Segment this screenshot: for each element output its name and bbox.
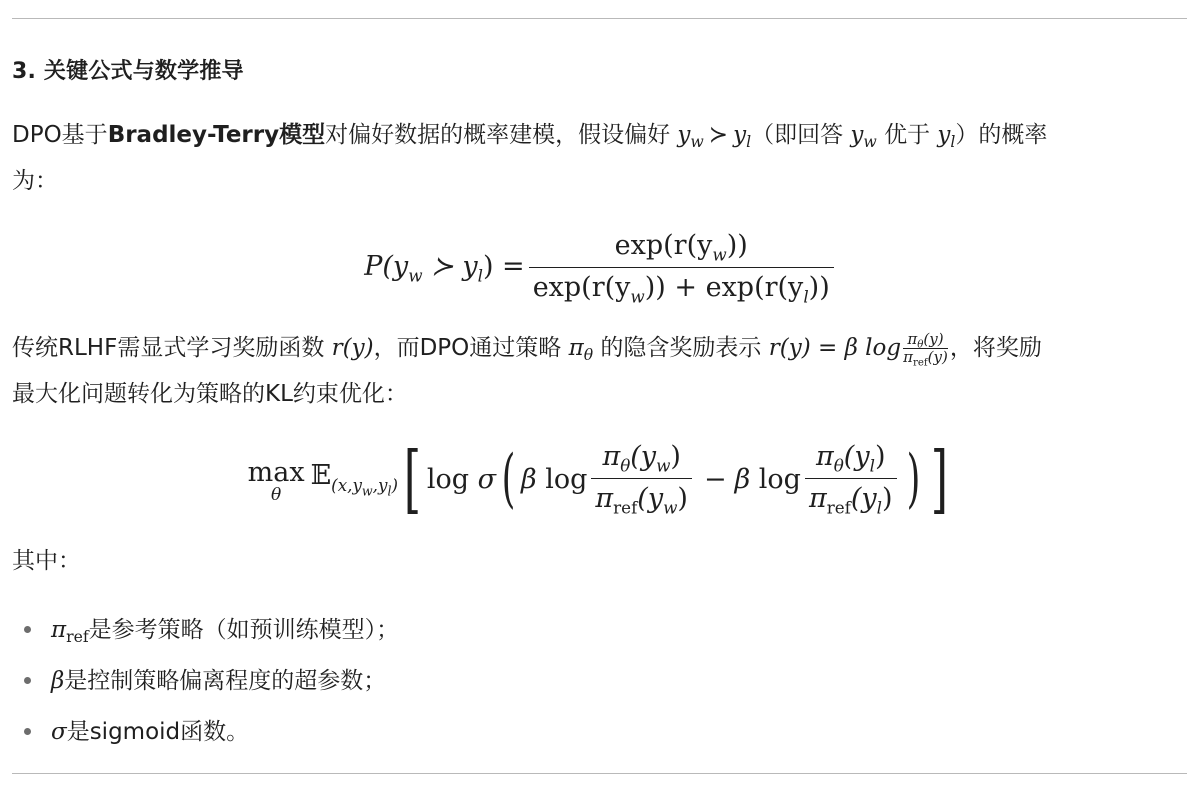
equation-bradley-terry bbox=[0, 228, 1202, 308]
eq2-max-operator: max θ bbox=[247, 456, 305, 505]
definition-text: 是控制策略偏离程度的超参数； bbox=[64, 667, 387, 694]
bullet-dot bbox=[24, 677, 31, 684]
bottom-divider bbox=[12, 773, 1187, 774]
math-implicit-reward: r(y) = β log bbox=[768, 335, 902, 361]
symbol-definitions-list bbox=[20, 604, 399, 757]
math-yw: $y_w$ bbox=[677, 122, 704, 151]
section-heading: 3. 关键公式与数学推导 bbox=[12, 59, 244, 84]
bullet-dot bbox=[24, 728, 31, 735]
definition-text: 是参考策略（如预训练模型）； bbox=[88, 616, 400, 643]
eq2-beta-log-2: β log bbox=[734, 463, 801, 495]
para1-text-5: ）的概率 bbox=[955, 122, 1048, 148]
math-yl: $y_l$ bbox=[733, 122, 752, 151]
math-pi-theta: $\pi_\theta$ bbox=[568, 335, 594, 364]
para1-text-4: 优于 bbox=[876, 122, 938, 148]
definition-text: 是sigmoid函数。 bbox=[66, 718, 250, 745]
eq2-expectation: 𝔼$_{(x,y_w,y_l)}$ bbox=[310, 460, 398, 498]
para2-text-1: 传统RLHF需显式学习奖励函数 bbox=[12, 335, 332, 361]
eq2-fraction-lose bbox=[805, 441, 897, 517]
list-item-sigma bbox=[20, 706, 399, 757]
equation-dpo-objective bbox=[0, 434, 1202, 524]
eq1-numerator: $\exp(r(y_w))$ bbox=[614, 230, 748, 265]
symbol-sigma: σ bbox=[51, 718, 67, 745]
inline-frac-num: $\pi_\theta(y)$ bbox=[907, 330, 944, 351]
paragraph-bradley-terry bbox=[12, 112, 1182, 204]
math-yl-2: $y_l$ bbox=[937, 122, 956, 151]
para1-line2: 为： bbox=[12, 168, 58, 194]
top-divider bbox=[12, 18, 1187, 19]
eq2-f2-num: $\pi_\theta(y_l)$ bbox=[815, 441, 886, 476]
bullet-dot bbox=[24, 626, 31, 633]
eq1-fraction bbox=[529, 230, 834, 306]
eq2-f2-den: $\pi_{ref}(y_l)$ bbox=[805, 478, 897, 517]
para1-text-1: DPO基于 bbox=[12, 122, 108, 148]
symbol-pi-ref: $\pi_{ref}$ bbox=[51, 616, 89, 646]
para1-text-2: 对偏好数据的概率建模，假设偏好 bbox=[325, 122, 678, 148]
math-ry: r(y) bbox=[331, 335, 374, 361]
math-succ: ≻ bbox=[708, 122, 729, 148]
eq2-right-paren: ) bbox=[906, 442, 920, 516]
eq2-left-paren: ( bbox=[501, 442, 516, 516]
eq2-right-bracket: ] bbox=[931, 436, 949, 522]
eq2-minus: − bbox=[703, 463, 727, 495]
inline-frac-den: $\pi_{ref}(y)$ bbox=[903, 348, 948, 369]
para1-text-3: （即回答 bbox=[751, 122, 851, 148]
para2-line2: 最大化问题转化为策略的KL约束优化： bbox=[12, 381, 408, 407]
eq1-denominator: $\exp(r(y_w)) + \exp(r(y_l))$ bbox=[529, 267, 834, 306]
symbol-beta: β bbox=[51, 667, 65, 694]
eq2-fraction-win bbox=[591, 441, 692, 517]
math-yw-2: $y_w$ bbox=[850, 122, 877, 151]
para2-text-3: 的隐含奖励表示 bbox=[593, 335, 769, 361]
eq2-f1-den: $\pi_{ref}(y_w)$ bbox=[591, 478, 692, 517]
para2-text-2: ，而DPO通过策略 bbox=[373, 335, 569, 361]
para2-text-4: ，将奖励 bbox=[949, 335, 1042, 361]
eq2-log-sigma: log σ bbox=[426, 463, 497, 495]
math-inline-fraction bbox=[903, 330, 948, 369]
eq2-beta-log-1: β log bbox=[521, 463, 588, 495]
eq2-left-bracket: [ bbox=[403, 436, 422, 522]
para1-bold-model: Bradley-Terry模型 bbox=[107, 122, 326, 148]
eq1-lhs: $P(y_w$ ≻ $y_l$) = bbox=[364, 250, 525, 286]
where-label: 其中： bbox=[12, 548, 81, 574]
list-item-pi-ref bbox=[20, 604, 399, 655]
list-item-beta bbox=[20, 655, 399, 706]
paragraph-implicit-reward bbox=[12, 325, 1182, 417]
eq2-f1-num: $\pi_\theta(y_w)$ bbox=[602, 441, 681, 476]
